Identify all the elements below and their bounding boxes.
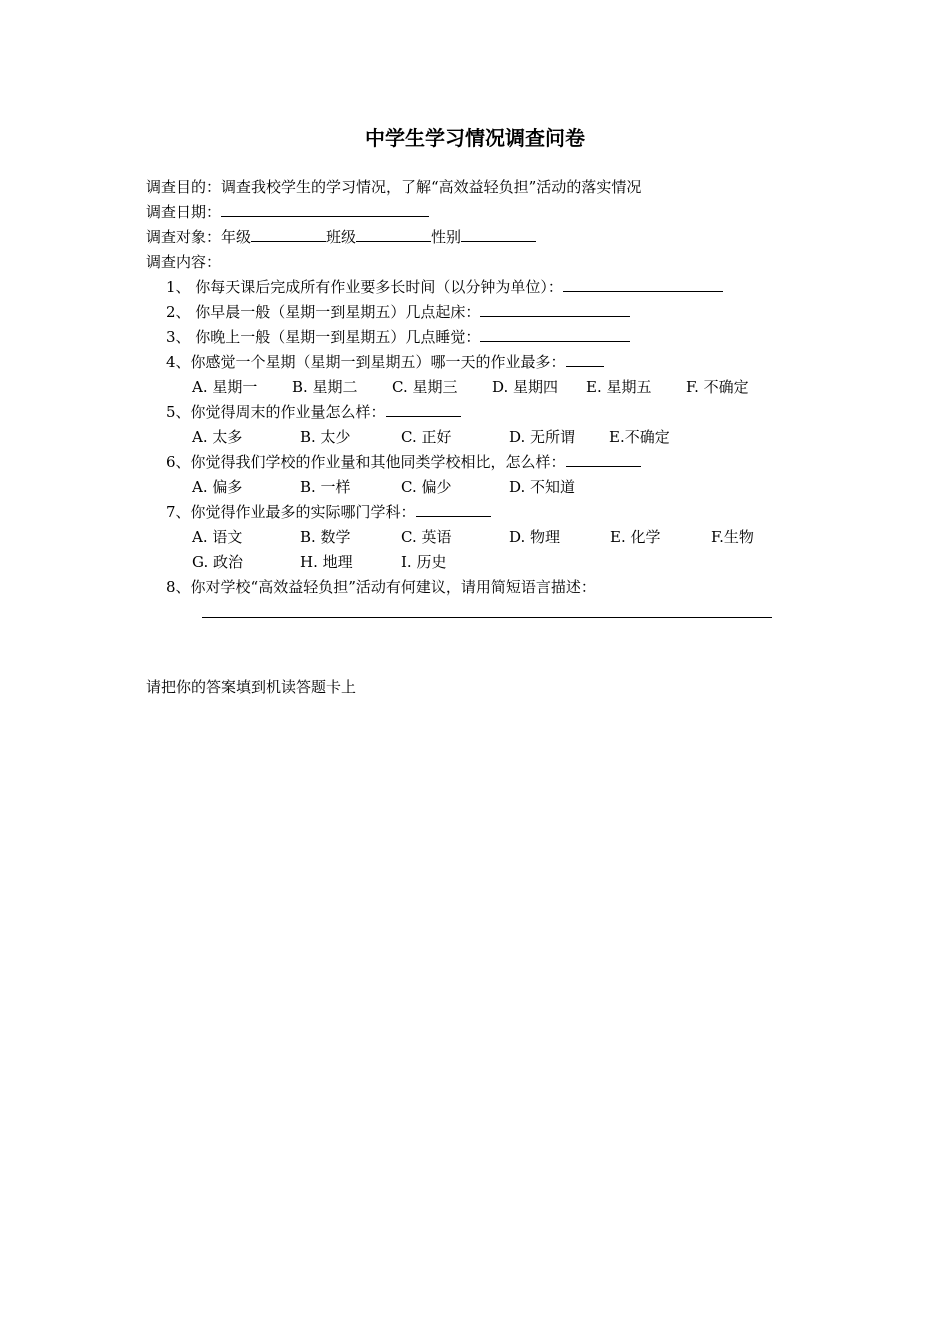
question-7-options-row-1 bbox=[192, 526, 754, 548]
option-item[interactable]: D. 星期四 bbox=[492, 378, 559, 396]
question-5-text: 5、你觉得周末的作业量怎么样： bbox=[166, 403, 386, 421]
question-1 bbox=[166, 276, 723, 298]
option-item[interactable]: C. 星期三 bbox=[392, 378, 458, 396]
class-label: 班级 bbox=[326, 228, 357, 246]
option-item[interactable]: A. 语文 bbox=[192, 528, 243, 546]
question-6-text: 6、你觉得我们学校的作业量和其他同类学校相比，怎么样： bbox=[166, 453, 566, 471]
question-6 bbox=[166, 451, 641, 473]
question-5-blank[interactable] bbox=[386, 401, 461, 417]
survey-purpose: 调查目的：调查我校学生的学习情况，了解“高效益轻负担”活动的落实情况 bbox=[146, 178, 642, 196]
survey-content-label: 调查内容： bbox=[146, 253, 222, 271]
option-item[interactable]: B. 一样 bbox=[300, 478, 351, 496]
survey-target-row bbox=[146, 226, 536, 248]
question-3-blank[interactable] bbox=[480, 326, 630, 342]
option-item[interactable]: G. 政治 bbox=[192, 553, 243, 571]
question-5 bbox=[166, 401, 461, 423]
option-item[interactable]: C. 正好 bbox=[401, 428, 452, 446]
option-item[interactable]: A. 偏多 bbox=[192, 478, 243, 496]
date-blank[interactable] bbox=[221, 201, 429, 217]
option-item[interactable]: F. 不确定 bbox=[686, 378, 749, 396]
survey-date-row bbox=[146, 201, 429, 223]
question-7-text: 7、你觉得作业最多的实际哪门学科： bbox=[166, 503, 416, 521]
option-item[interactable]: A. 太多 bbox=[192, 428, 243, 446]
grade-label: 调查对象：年级 bbox=[146, 228, 252, 246]
option-item[interactable]: B. 太少 bbox=[300, 428, 351, 446]
question-1-text: 1、 你每天课后完成所有作业要多长时间（以分钟为单位）： bbox=[166, 278, 563, 296]
option-item[interactable]: B. 数学 bbox=[300, 528, 351, 546]
option-item[interactable]: H. 地理 bbox=[300, 553, 353, 571]
question-1-blank[interactable] bbox=[563, 276, 723, 292]
option-item[interactable]: C. 英语 bbox=[401, 528, 452, 546]
question-3 bbox=[166, 326, 630, 348]
gender-label: 性别 bbox=[431, 228, 462, 246]
option-item[interactable]: D. 无所谓 bbox=[509, 428, 576, 446]
question-7-blank[interactable] bbox=[416, 501, 491, 517]
question-7-options-row-2 bbox=[192, 551, 446, 573]
question-6-blank[interactable] bbox=[566, 451, 641, 467]
option-item[interactable]: E. 化学 bbox=[610, 528, 661, 546]
class-blank[interactable] bbox=[356, 226, 431, 242]
grade-blank[interactable] bbox=[251, 226, 326, 242]
question-6-options bbox=[192, 476, 575, 498]
question-4-text: 4、你感觉一个星期（星期一到星期五）哪一天的作业最多： bbox=[166, 353, 566, 371]
question-4-blank[interactable] bbox=[566, 351, 604, 367]
option-item[interactable]: D. 物理 bbox=[509, 528, 561, 546]
question-8-text: 8、你对学校“高效益轻负担”活动有何建议，请用简短语言描述： bbox=[166, 578, 596, 596]
option-item[interactable]: E. 星期五 bbox=[586, 378, 652, 396]
page-title: 中学生学习情况调查问卷 bbox=[365, 126, 585, 150]
option-item[interactable]: D. 不知道 bbox=[509, 478, 576, 496]
option-item[interactable]: A. 星期一 bbox=[192, 378, 258, 396]
option-item[interactable]: C. 偏少 bbox=[401, 478, 452, 496]
option-item[interactable]: I. 历史 bbox=[401, 553, 447, 571]
question-2 bbox=[166, 301, 630, 323]
question-5-options bbox=[192, 426, 670, 448]
option-item[interactable]: F.生物 bbox=[711, 528, 754, 546]
question-4-options bbox=[192, 376, 749, 398]
survey-date-label: 调查日期： bbox=[146, 203, 222, 221]
question-4 bbox=[166, 351, 604, 373]
question-2-text: 2、 你早晨一般（星期一到星期五）几点起床： bbox=[166, 303, 481, 321]
question-8-answer-line[interactable] bbox=[202, 617, 772, 618]
footer-note: 请把你的答案填到机读答题卡上 bbox=[146, 678, 357, 696]
gender-blank[interactable] bbox=[461, 226, 536, 242]
question-3-text: 3、 你晚上一般（星期一到星期五）几点睡觉： bbox=[166, 328, 481, 346]
option-item[interactable]: E.不确定 bbox=[609, 428, 670, 446]
question-2-blank[interactable] bbox=[480, 301, 630, 317]
option-item[interactable]: B. 星期二 bbox=[292, 378, 358, 396]
question-7 bbox=[166, 501, 491, 523]
